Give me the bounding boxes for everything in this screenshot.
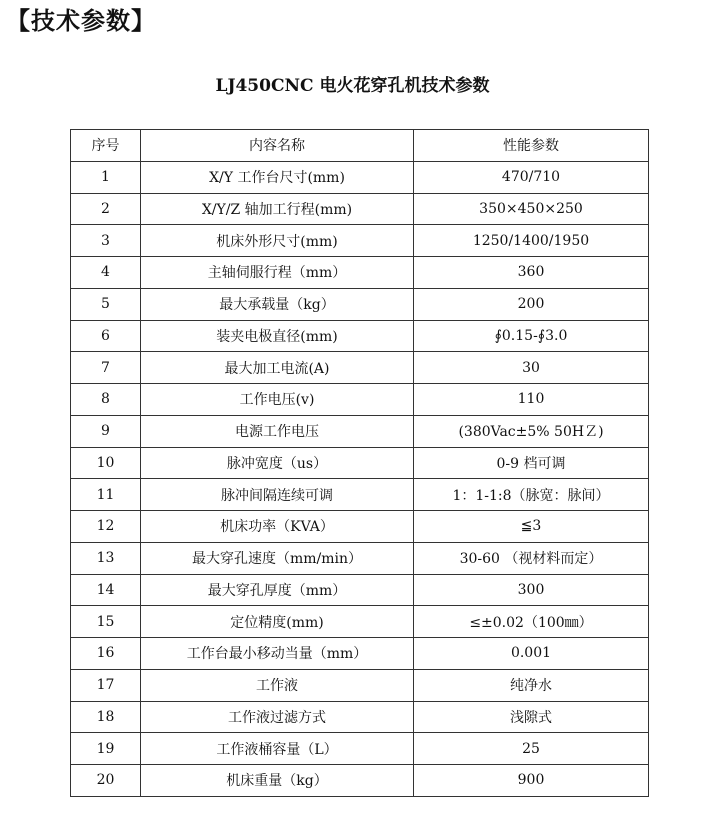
table-row <box>71 257 649 289</box>
row-index-cell: 4 <box>71 257 141 289</box>
row-parameter-cell: 30-60 （视材料而定） <box>414 542 649 574</box>
row-item-name-cell: 最大承载量（kg） <box>141 288 414 320</box>
row-parameter-cell: 300 <box>414 574 649 606</box>
row-item-name-cell: 最大穿孔速度（mm/min） <box>141 542 414 574</box>
row-index-cell: 12 <box>71 511 141 543</box>
row-item-name-cell: 机床功率（KVA） <box>141 511 414 543</box>
row-parameter-cell: 110 <box>414 384 649 416</box>
table-row <box>71 288 649 320</box>
row-item-name-cell: 工作液桶容量（L） <box>141 733 414 765</box>
table-row <box>71 606 649 638</box>
row-parameter-cell: 0-9 档可调 <box>414 447 649 479</box>
row-item-name-cell: 工作液 <box>141 669 414 701</box>
row-parameter-cell: ≤±0.02（100㎜） <box>414 606 649 638</box>
table-header-row <box>71 130 649 162</box>
table-row <box>71 320 649 352</box>
table-row <box>71 225 649 257</box>
table-row <box>71 701 649 733</box>
table-row <box>71 511 649 543</box>
table-row <box>71 669 649 701</box>
header-index: 序号 <box>71 130 141 162</box>
row-parameter-cell: 30 <box>414 352 649 384</box>
row-index-cell: 2 <box>71 193 141 225</box>
row-index-cell: 9 <box>71 415 141 447</box>
row-parameter-cell: 900 <box>414 765 649 797</box>
row-index-cell: 16 <box>71 638 141 670</box>
row-index-cell: 8 <box>71 384 141 416</box>
row-parameter-cell: 200 <box>414 288 649 320</box>
row-item-name-cell: 装夹电极直径(mm) <box>141 320 414 352</box>
table-row <box>71 447 649 479</box>
row-index-cell: 1 <box>71 161 141 193</box>
header-parameter: 性能参数 <box>414 130 649 162</box>
table-row <box>71 384 649 416</box>
row-parameter-cell: 1：1-1:8（脉宽：脉间） <box>414 479 649 511</box>
row-index-cell: 3 <box>71 225 141 257</box>
table-row <box>71 415 649 447</box>
row-index-cell: 10 <box>71 447 141 479</box>
row-index-cell: 13 <box>71 542 141 574</box>
row-item-name-cell: 脉冲宽度（us） <box>141 447 414 479</box>
row-item-name-cell: 脉冲间隔连续可调 <box>141 479 414 511</box>
row-parameter-cell: 0.001 <box>414 638 649 670</box>
row-parameter-cell: (380Vac±5% 50HＺ) <box>414 415 649 447</box>
table-row <box>71 352 649 384</box>
row-index-cell: 18 <box>71 701 141 733</box>
row-item-name-cell: 工作台最小移动当量（mm） <box>141 638 414 670</box>
document-title: LJ450CNC 电火花穿孔机技术参数 <box>215 76 490 96</box>
row-item-name-cell: 主轴伺服行程（mm） <box>141 257 414 289</box>
row-index-cell: 14 <box>71 574 141 606</box>
row-index-cell: 15 <box>71 606 141 638</box>
row-index-cell: 5 <box>71 288 141 320</box>
row-item-name-cell: 工作液过滤方式 <box>141 701 414 733</box>
row-parameter-cell: 470/710 <box>414 161 649 193</box>
table-row <box>71 733 649 765</box>
table-row <box>71 193 649 225</box>
row-index-cell: 19 <box>71 733 141 765</box>
table-row <box>71 479 649 511</box>
table-row <box>71 542 649 574</box>
row-parameter-cell: 360 <box>414 257 649 289</box>
row-parameter-cell: 1250/1400/1950 <box>414 225 649 257</box>
table-row <box>71 574 649 606</box>
row-parameter-cell: 25 <box>414 733 649 765</box>
row-parameter-cell: 浅隙式 <box>414 701 649 733</box>
row-item-name-cell: X/Y 工作台尺寸(mm) <box>141 161 414 193</box>
row-item-name-cell: 电源工作电压 <box>141 415 414 447</box>
row-index-cell: 11 <box>71 479 141 511</box>
row-item-name-cell: 工作电压(v) <box>141 384 414 416</box>
section-heading: 【技术参数】 <box>6 7 156 35</box>
row-item-name-cell: 机床重量（kg） <box>141 765 414 797</box>
header-item-name: 内容名称 <box>141 130 414 162</box>
row-item-name-cell: 定位精度(mm) <box>141 606 414 638</box>
row-item-name-cell: X/Y/Z 轴加工行程(mm) <box>141 193 414 225</box>
row-parameter-cell: ≦3 <box>414 511 649 543</box>
table-row <box>71 765 649 797</box>
spec-table-body <box>71 161 649 796</box>
row-index-cell: 17 <box>71 669 141 701</box>
row-index-cell: 7 <box>71 352 141 384</box>
row-index-cell: 20 <box>71 765 141 797</box>
row-item-name-cell: 最大穿孔厚度（mm） <box>141 574 414 606</box>
table-row <box>71 638 649 670</box>
row-item-name-cell: 机床外形尺寸(mm) <box>141 225 414 257</box>
row-index-cell: 6 <box>71 320 141 352</box>
row-parameter-cell: ∮0.15-∮3.0 <box>414 320 649 352</box>
spec-table <box>70 129 649 797</box>
row-item-name-cell: 最大加工电流(A) <box>141 352 414 384</box>
row-parameter-cell: 纯净水 <box>414 669 649 701</box>
row-parameter-cell: 350×450×250 <box>414 193 649 225</box>
table-row <box>71 161 649 193</box>
